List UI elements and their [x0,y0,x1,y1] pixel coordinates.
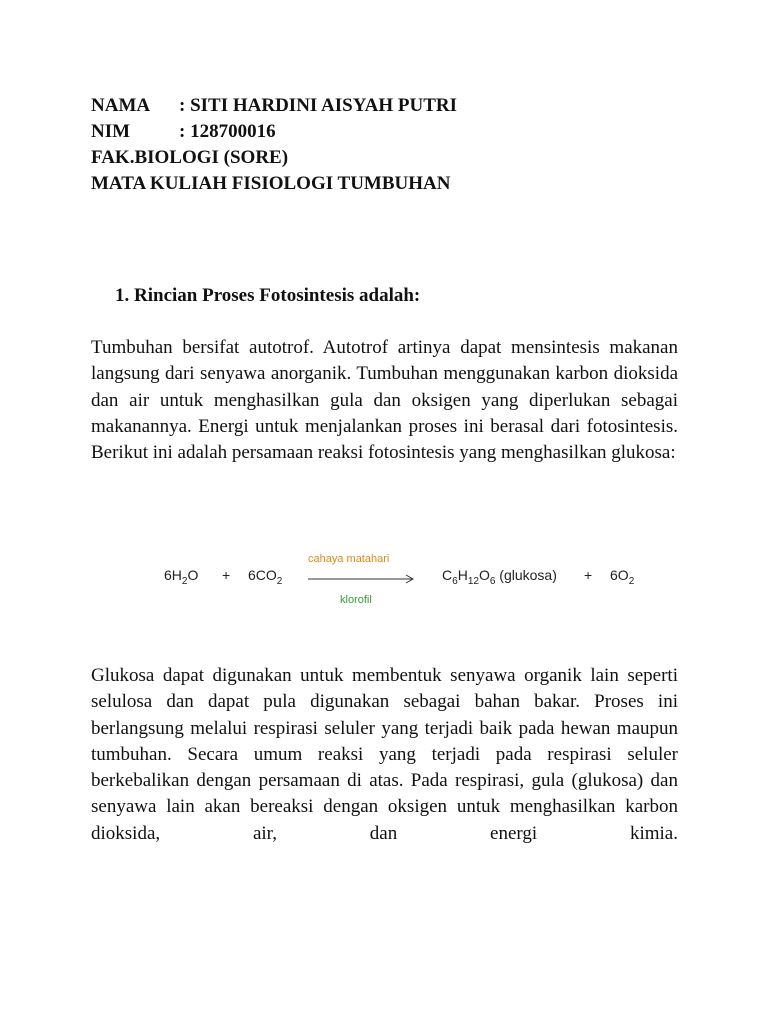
photosynthesis-equation [160,550,670,610]
nim-line [91,119,457,145]
nim-label: NIM [91,121,131,142]
equation-reactant-co2: $6CO_2$ [248,567,283,587]
equation-condition-sunlight: cahaya matahari [308,553,390,565]
reaction-arrow-icon [308,572,418,586]
faculty-line: FAK.BIOLOGI (SORE) [91,147,289,168]
name-line [91,93,457,119]
nim-value: : 128700016 [179,121,276,142]
section-heading: 1. Rincian Proses Fotosintesis adalah: [115,285,421,306]
equation-reactant-water: $6H_2O$ [164,567,199,587]
equation-product-glucose: $C_6H_{12}O_6$ (glukosa) [442,567,557,587]
equation-plus-2: + [584,567,593,583]
course-line: MATA KULIAH FISIOLOGI TUMBUHAN [91,173,451,194]
name-value: : SITI HARDINI AISYAH PUTRI [179,95,458,116]
paragraph-respiration: Glukosa dapat digunakan untuk membentuk senyawa organik lain seperti selulosa dan dapat pula digunakan sebagai bahan bakar. Proses ini berlangsung melalui respirasi seluler yang terjadi baik pada hewan maupun tumbuhan. Secara umum reaksi yang terjadi pada respirasi seluler berkebalikan dengan persamaan di atas. Pada respirasi, gula (glukosa) dan senyawa lain akan bereaksi dengan oksigen untuk menghasilkan karbon dioksida, air, dan energi kimia. [91,665,678,844]
equation-product-oxygen: $6O_2$ [610,567,635,587]
paragraph-photosynthesis: Tumbuhan bersifat autotrof. Autotrof artinya dapat mensintesis makanan langsung dari senyawa anorganik. Tumbuhan menggunakan karbon dioksida dan air untuk menghasilkan gula dan oksigen yang diperlukan sebagai makanannya. Energi untuk menjalankan proses ini berasal dari fotosintesis. Berikut ini adalah persamaan reaksi fotosintesis yang menghasilkan glukosa: [91,337,678,464]
equation-plus-1: + [222,567,231,583]
equation-condition-chlorophyll: klorofil [340,594,372,606]
student-info-header [91,93,457,197]
name-label: NAMA [91,95,151,116]
